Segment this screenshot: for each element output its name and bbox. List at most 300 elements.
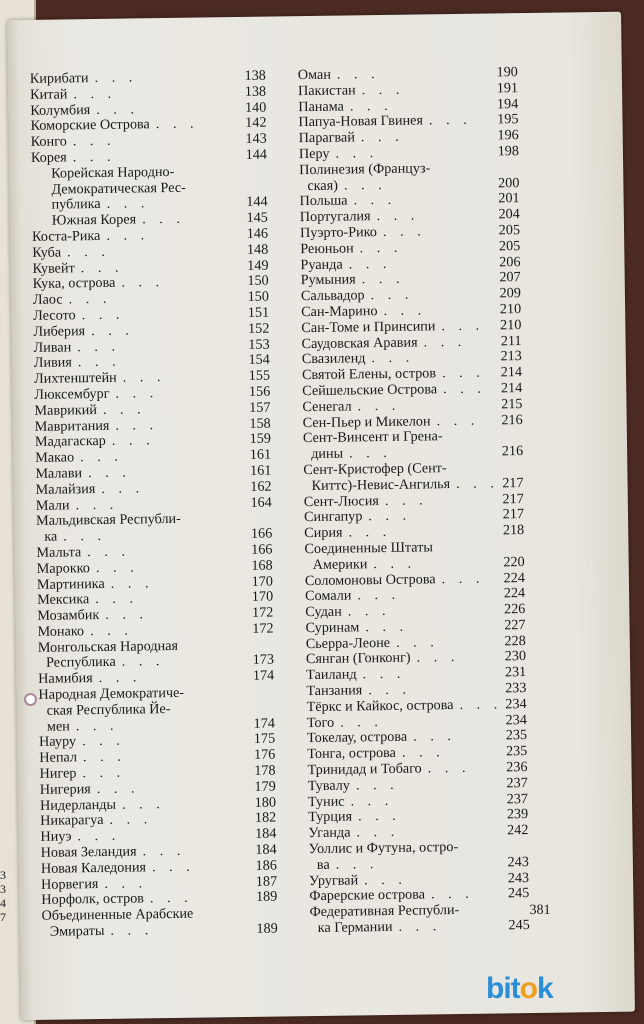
entry-name: Уганда (308, 824, 351, 842)
entry-page-number: 204 (498, 206, 520, 223)
leader-dots: . . . (335, 145, 379, 162)
entry-page-number: 142 (245, 115, 267, 132)
entry-name: Пакистан (297, 82, 356, 99)
leader-dots: . . . (413, 728, 457, 746)
entry-page-number: 226 (503, 601, 526, 618)
entry-page-number: 179 (254, 778, 276, 795)
entry-page-number: 200 (497, 174, 520, 191)
leader-dots: . . . (359, 239, 403, 257)
entry-name: Либерия (33, 322, 86, 340)
entry-page-number: 234 (505, 711, 527, 729)
entry-name: Турция (308, 808, 353, 826)
leader-dots: . . . (336, 66, 380, 83)
entry-name: Саудовская Аравия (301, 334, 418, 352)
leader-dots: . . . (68, 290, 112, 308)
entry-name: Таиланд (306, 666, 357, 684)
entry-page-number: 216 (501, 411, 523, 428)
leader-dots: . . . (343, 176, 387, 194)
entry-name: Мартиника (36, 575, 105, 593)
entry-name: Корейская Народно- (51, 163, 175, 182)
entry-name: Тонга, острова (307, 745, 397, 763)
leader-dots: . . . (357, 397, 401, 415)
entry-page-number: 189 (255, 888, 278, 906)
leader-dots: . . . (423, 333, 467, 350)
entry-page-number: 196 (497, 127, 519, 144)
entry-name: Нигер (39, 765, 77, 782)
entry-page-number: 189 (256, 920, 278, 937)
entry-page-number: 215 (501, 395, 523, 413)
leader-dots: . . . (384, 491, 428, 509)
entry-name: Перу (298, 145, 330, 163)
entry-page-number: 187 (255, 873, 278, 890)
entry-name: Монгольская Народная (37, 637, 179, 656)
entry-page-number: 194 (496, 95, 519, 112)
entry-name: Конго (30, 133, 67, 151)
leader-dots: . . . (96, 780, 140, 797)
entry-page-number: 159 (249, 430, 272, 448)
leader-dots: . . . (350, 792, 394, 810)
leader-dots: . . . (121, 653, 165, 671)
entry-page-number: 138 (244, 83, 267, 100)
entry-page-number: 164 (250, 494, 272, 511)
entry-page-number: 162 (250, 478, 272, 495)
binding-hole (26, 695, 35, 704)
leader-dots: . . . (94, 69, 138, 87)
leader-dots: . . . (95, 559, 139, 576)
entry-page-number: 157 (249, 399, 271, 416)
entry-page-number: 144 (245, 146, 268, 163)
entry-name: Пуэрто-Рико (299, 224, 378, 242)
entry-page-number: 158 (249, 415, 271, 432)
entry-name: ка (44, 528, 58, 545)
entry-name: Кука, острова (32, 275, 116, 293)
entry-page-number: 140 (244, 99, 267, 116)
page-number: 381 (529, 902, 551, 919)
entry-name: Коморские Острова (30, 116, 150, 135)
leader-dots: . . . (364, 871, 407, 888)
leader-dots: . . . (72, 148, 116, 166)
entry-page-number: 151 (247, 304, 270, 321)
entry-name: Киттс)-Невис-Ангилья (311, 475, 451, 494)
leader-dots: . . . (347, 603, 391, 620)
entry-name: ва (316, 856, 330, 873)
leader-dots: . . . (348, 445, 392, 462)
entry-page-number: 184 (255, 841, 277, 858)
entry-page-number: 148 (246, 241, 269, 258)
entry-name: Науру (39, 733, 77, 751)
entry-name: Свазиленд (301, 350, 366, 368)
leader-dots: . . . (395, 633, 439, 651)
entry-name: Сан-Марино (301, 303, 378, 321)
leader-dots: . . . (75, 496, 119, 513)
leader-dots: . . . (361, 271, 405, 288)
entry-name: Мексика (37, 591, 90, 609)
previous-page-numbers (0, 868, 6, 924)
entry-page-number: 153 (248, 336, 270, 353)
entry-page-number: 218 (502, 522, 525, 539)
index-entry (42, 922, 278, 941)
entry-page-number: 182 (254, 810, 277, 827)
entry-name: Сейшельские Острова (302, 381, 438, 400)
entry-name: Америки (312, 555, 368, 573)
entry-name: Марокко (36, 559, 91, 577)
leader-dots: . . . (353, 192, 397, 209)
entry-name: Мали (35, 496, 70, 514)
entry-name: Мавритания (34, 417, 110, 435)
leader-dots: . . . (356, 824, 400, 841)
entry-name: Кувейт (32, 259, 75, 277)
entry-page-number: 172 (252, 620, 274, 637)
entry-name: Мадагаскар (34, 433, 106, 451)
entry-name: Папуа-Новая Гвинея (298, 112, 424, 131)
leader-dots: . . . (142, 842, 186, 860)
entry-name: Соединенные Штаты (304, 539, 434, 558)
entry-name: Сомали (305, 587, 352, 605)
leader-dots: . . . (96, 100, 140, 118)
leader-dots: . . . (67, 243, 110, 261)
leader-dots: . . . (149, 890, 193, 907)
entry-page-number: 170 (251, 573, 274, 590)
entry-page-number: 150 (247, 272, 269, 290)
entry-page-number: 152 (247, 320, 270, 337)
entry-name: Коста-Рика (31, 227, 101, 245)
entry-name: Сент-Винсент и Грена- (302, 428, 443, 447)
leader-dots: . . . (110, 574, 154, 592)
entry-page-number: 154 (248, 351, 270, 369)
entry-page-number: 210 (499, 301, 522, 318)
entry-name: Кирибати (29, 70, 89, 87)
entry-name: Полинезия (Француз- (299, 160, 431, 178)
leader-dots: . . . (371, 349, 415, 367)
entry-name: Святой Елены, остров (301, 365, 437, 384)
leader-dots: . . . (95, 590, 139, 608)
entry-page-number: 184 (255, 825, 277, 843)
leader-dots: . . . (398, 918, 442, 935)
entry-name: Малави (35, 465, 83, 482)
prev-page-number: 7 (0, 910, 6, 924)
leader-dots: . . . (361, 81, 405, 99)
leader-dots: . . . (382, 223, 426, 240)
leader-dots: . . . (456, 475, 499, 492)
entry-name: Сен-Пьер и Микелон (302, 412, 431, 431)
entry-page-number: 239 (506, 806, 529, 823)
entry-name: Куба (32, 244, 62, 261)
entry-name: Южная Корея (51, 211, 137, 229)
entry-page-number: 242 (507, 822, 529, 839)
leader-dots: . . . (368, 507, 412, 525)
entry-name: Фарерские острова (309, 886, 426, 905)
entry-name: Оман (297, 66, 331, 84)
entry-name: Намибия (38, 670, 93, 688)
entry-page-number: 170 (251, 588, 274, 606)
watermark-text: k (536, 972, 553, 1005)
entry-page-number: 234 (505, 695, 527, 713)
entry-page-number: 236 (506, 759, 528, 776)
entry-name: Судан (305, 603, 342, 621)
entry-page-number: 231 (504, 664, 527, 681)
entry-page-number: 155 (248, 367, 271, 385)
entry-page-number: 237 (506, 790, 529, 807)
entry-page-number: 161 (249, 446, 272, 464)
entry-name: Объединенные Арабские (41, 905, 194, 925)
entry-name: Маврикий (34, 401, 97, 419)
entry-name: Сент-Кристофер (Сент- (303, 460, 447, 479)
entry-page-number: 243 (507, 869, 530, 886)
index-left-column (30, 69, 278, 941)
entry-name: Никарагуа (40, 812, 104, 830)
leader-dots: . . . (87, 464, 131, 482)
entry-name: Мальта (36, 544, 82, 561)
entry-page-number: 166 (250, 525, 273, 542)
entry-name: Реюньон (300, 240, 354, 257)
entry-page-number: 156 (248, 383, 271, 400)
entry-page-number: 214 (500, 380, 523, 397)
entry-name: Сенегал (302, 398, 352, 415)
entry-page-number: 228 (504, 632, 526, 650)
entry-name: дины (311, 445, 344, 463)
leader-dots: . . . (75, 717, 119, 735)
leader-dots: . . . (383, 302, 427, 319)
entry-page-number: 172 (251, 604, 274, 621)
leader-dots: . . . (348, 255, 392, 273)
leader-dots: . . . (142, 210, 185, 228)
entry-page-number: 166 (251, 541, 273, 558)
entry-name: Тунис (307, 793, 345, 810)
book-page (7, 12, 635, 1020)
leader-dots: . . . (115, 416, 159, 434)
leader-dots: . . . (121, 795, 165, 813)
leader-dots: . . . (89, 622, 133, 640)
entry-name: Тувалу (307, 777, 351, 794)
leader-dots: . . . (340, 713, 383, 731)
entry-page-number: 237 (506, 774, 528, 792)
entry-name: Норвегия (41, 875, 99, 893)
watermark-logo (486, 972, 553, 1006)
entry-name: Тёркс и Кайкос, острова (306, 696, 454, 715)
entry-page-number: 243 (507, 853, 529, 871)
entry-name: Норфолк, остров (41, 890, 145, 909)
leader-dots: . . . (80, 259, 124, 276)
entry-page-number: 209 (499, 285, 522, 302)
prev-page-number: 3 (0, 868, 6, 882)
entry-name: Лаос (32, 291, 63, 309)
entry-name: Монако (37, 623, 85, 640)
entry-name: ская) (307, 177, 339, 194)
entry-page-number: 235 (505, 727, 528, 744)
entry-name: ская Республика Йе- (46, 700, 171, 719)
leader-dots: . . . (101, 480, 145, 497)
entry-page-number: 144 (246, 193, 268, 211)
entry-page-number: 206 (499, 253, 521, 270)
entry-page-number: 230 (504, 648, 527, 665)
entry-name: Лихтенштейн (33, 369, 117, 388)
entry-name: Уоллис и Футуна, остро- (308, 839, 459, 858)
entry-name: Суринам (305, 619, 360, 637)
entry-page-number: 168 (251, 557, 273, 574)
entry-name: Сьерра-Леоне (305, 634, 391, 652)
leader-dots: . . . (370, 286, 414, 304)
entry-name: Республика (45, 654, 116, 672)
leader-dots: . . . (362, 666, 406, 683)
entry-page-number: 220 (503, 553, 525, 571)
leader-dots: . . . (77, 338, 121, 355)
leader-dots: . . . (110, 922, 154, 939)
entry-name: Колумбия (30, 101, 91, 119)
entry-page-number: 174 (253, 715, 276, 732)
entry-page-number: 175 (253, 731, 276, 748)
entry-name: Сирия (304, 524, 343, 542)
leader-dots: . . . (122, 369, 166, 386)
entry-page-number: 211 (500, 332, 522, 349)
leader-dots: . . . (73, 85, 117, 103)
entry-page-number: 149 (247, 257, 269, 274)
leader-dots: . . . (441, 570, 485, 587)
prev-page-number: 3 (0, 882, 6, 896)
watermark-text: bit (486, 972, 520, 1005)
leader-dots: . . . (155, 115, 199, 133)
entry-name: Ливан (33, 338, 72, 356)
entry-name: Народная Демократиче- (38, 684, 185, 703)
watermark-accent: o (519, 972, 537, 1005)
entry-name: ка Германии (317, 918, 393, 937)
leader-dots: . . . (82, 748, 126, 766)
leader-dots: . . . (360, 128, 404, 146)
entry-name: Макао (35, 449, 75, 467)
entry-page-number: 245 (508, 917, 530, 934)
entry-page-number: 174 (252, 667, 275, 685)
entry-name: Мозамбик (37, 607, 100, 624)
leader-dots: . . . (459, 696, 503, 713)
entry-page-number: 235 (505, 743, 528, 760)
entry-page-number: 233 (505, 680, 527, 697)
entry-page-number: 216 (501, 443, 524, 460)
leader-dots: . . . (109, 811, 153, 829)
leader-dots: . . . (87, 543, 131, 561)
entry-name: Федеративная Республи- (309, 902, 460, 921)
entry-name: Мальдивская Республи- (35, 511, 181, 530)
entry-name: Сент-Люсия (303, 492, 379, 510)
entry-page-number: 195 (497, 111, 519, 128)
entry-page-number: 190 (496, 64, 518, 81)
leader-dots: . . . (441, 364, 485, 382)
leader-dots: . . . (106, 227, 150, 244)
leader-dots: . . . (357, 808, 401, 825)
leader-dots: . . . (77, 827, 121, 845)
entry-name: Нигерия (39, 781, 91, 798)
entry-page-number: 217 (502, 490, 524, 507)
entry-name: Лесото (33, 307, 76, 324)
entry-page-number: 178 (254, 762, 276, 779)
entry-name: Сянган (Гонконг) (305, 650, 411, 668)
leader-dots: . . . (365, 618, 409, 636)
entry-name: Португалия (299, 208, 371, 226)
entry-name: Малайзия (35, 480, 96, 498)
leader-dots: . . . (115, 385, 159, 402)
index-entry (310, 918, 530, 937)
entry-page-number: 214 (500, 364, 523, 381)
leader-dots: . . . (72, 132, 116, 150)
leader-dots: . . . (401, 744, 445, 762)
entry-page-number: 205 (498, 237, 521, 255)
leader-dots: . . . (105, 606, 149, 624)
leader-dots: . . . (368, 681, 412, 699)
entry-name: Сан-Томе и Принсипи (301, 318, 436, 336)
leader-dots: . . . (442, 380, 486, 398)
entry-name: мен (46, 718, 70, 735)
entry-page-number: 150 (247, 288, 270, 306)
entry-page-number: 205 (498, 222, 521, 239)
entry-name: Корея (30, 149, 67, 166)
entry-name: Польша (299, 192, 348, 210)
entry-name: Демократическая Рес- (51, 179, 186, 198)
entry-page-number: 245 (507, 885, 530, 902)
leader-dots: . . . (91, 322, 135, 339)
leader-dots: . . . (430, 886, 474, 903)
entry-page-number: 217 (502, 474, 524, 492)
leader-dots: . . . (428, 112, 472, 129)
leader-dots: . . . (335, 855, 379, 873)
entry-page-number: 161 (249, 462, 272, 479)
leader-dots: . . . (349, 97, 393, 115)
entry-page-number: 207 (499, 269, 521, 286)
entry-page-number: 224 (503, 585, 526, 602)
entry-name: Руанда (300, 256, 343, 273)
leader-dots: . . . (357, 587, 401, 604)
entry-name: Ливия (33, 354, 72, 372)
entry-name: публика (51, 196, 101, 214)
leader-dots: . . . (81, 306, 125, 324)
leader-dots: . . . (77, 354, 121, 371)
leader-dots: . . . (376, 207, 420, 225)
leader-dots: . . . (104, 875, 148, 892)
leader-dots: . . . (416, 649, 460, 667)
entry-page-number: 145 (246, 209, 268, 227)
leader-dots: . . . (348, 524, 392, 541)
leader-dots: . . . (441, 317, 485, 334)
entry-page-number: 217 (502, 506, 525, 523)
entry-page-number: 224 (503, 569, 525, 586)
entry-page-number: 198 (497, 143, 520, 160)
entry-name: Ниуэ (40, 828, 72, 846)
entry-name: Того (306, 714, 335, 731)
entry-name: Эмираты (49, 922, 105, 940)
entry-name: Панама (298, 98, 345, 115)
entry-page-number: 176 (253, 746, 276, 764)
entry-name: Люксембург (34, 385, 110, 403)
entry-name: Сингапур (303, 508, 363, 526)
leader-dots: . . . (427, 759, 471, 777)
prev-page-number: 4 (0, 896, 6, 910)
entry-name: Румыния (300, 271, 356, 289)
entry-name: Парагвай (298, 129, 355, 147)
entry-name: Уругвай (308, 872, 359, 889)
entry-page-number: 180 (254, 794, 277, 811)
entry-name: Нидерланды (39, 796, 117, 814)
entry-name: Непал (39, 749, 78, 767)
entry-name: Новая Каледония (40, 859, 147, 877)
leader-dots: . . . (98, 669, 142, 687)
entry-name: Токелау, острова (306, 729, 408, 747)
leader-dots: . . . (81, 733, 125, 750)
entry-page-number: 186 (255, 857, 277, 874)
entry-page-number: 210 (499, 316, 522, 334)
entry-name: Тринидад и Тобаго (307, 760, 422, 779)
index-right-column (298, 65, 530, 937)
leader-dots: . . . (121, 274, 165, 292)
leader-dots: . . . (436, 412, 480, 429)
entry-name: Танзания (306, 682, 363, 700)
entry-page-number: 146 (246, 225, 269, 242)
